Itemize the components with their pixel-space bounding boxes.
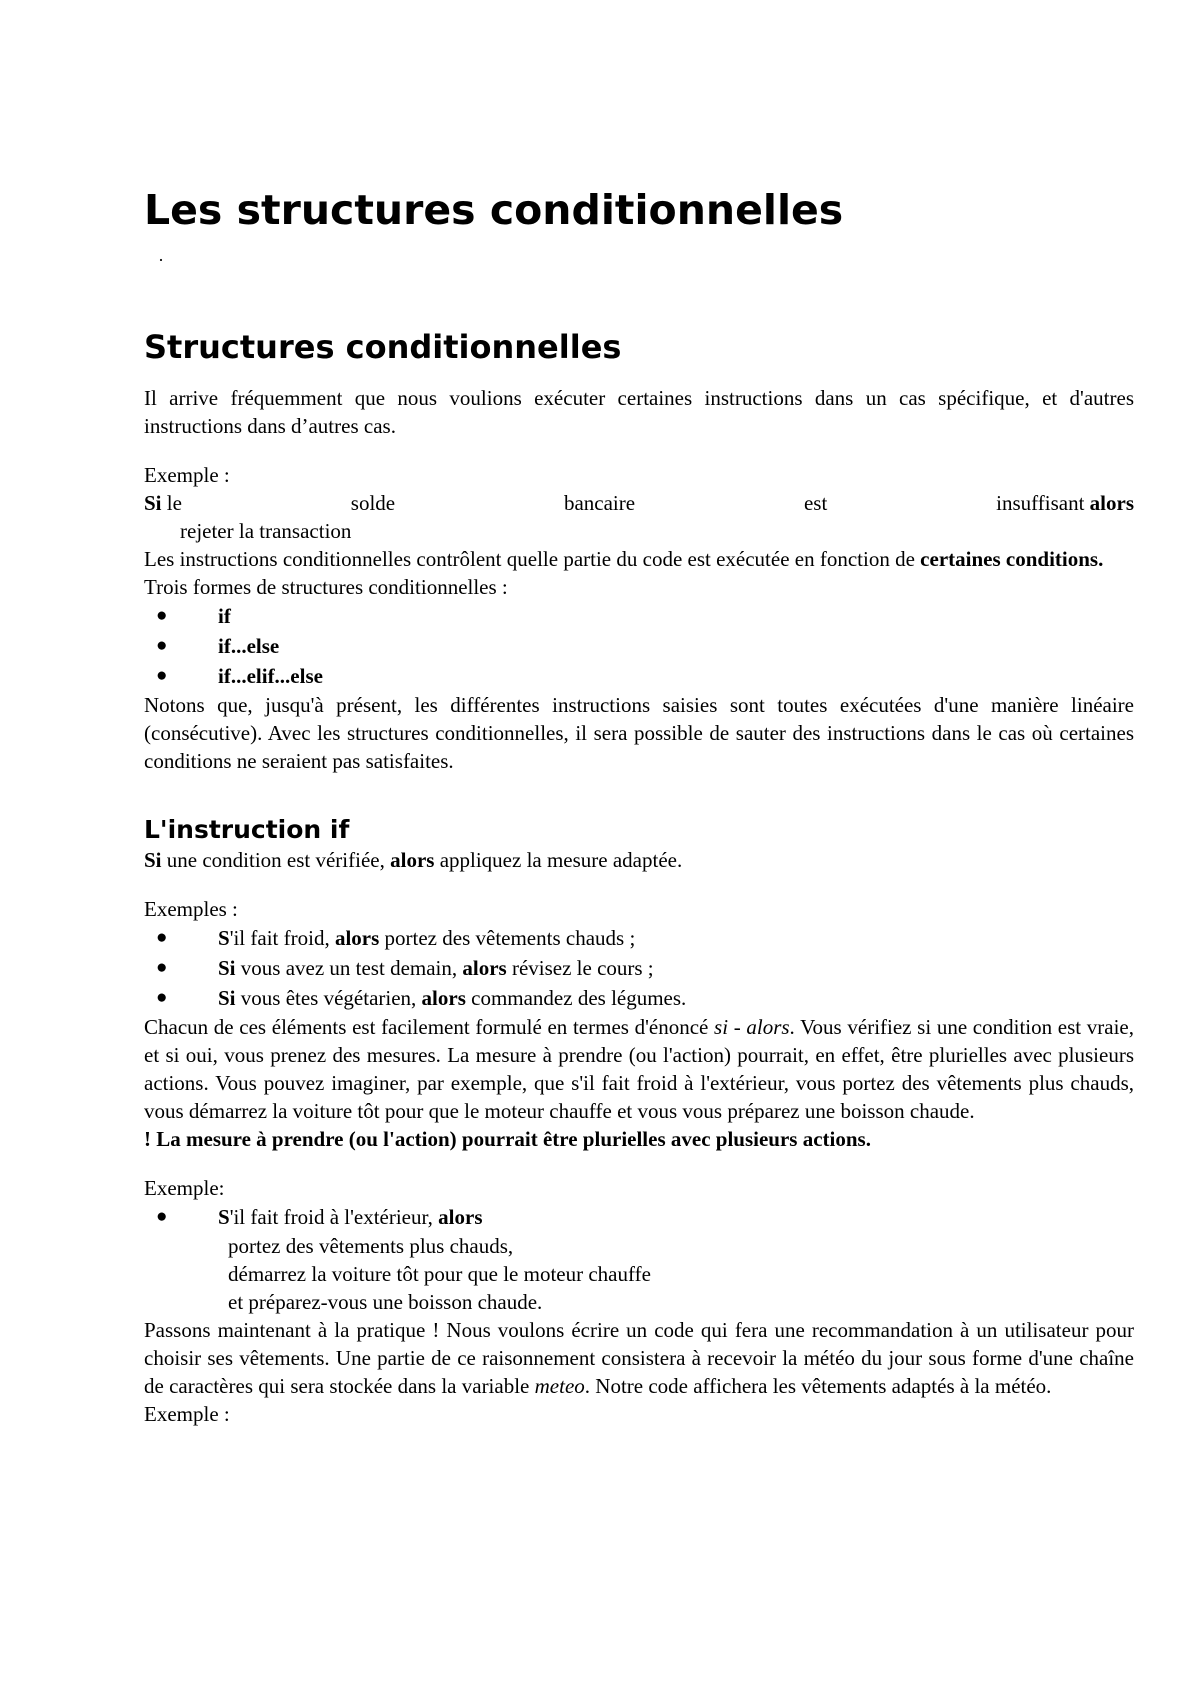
example-end: portez des vêtements chauds ; [384,926,636,950]
explanation-italic: si - alors [714,1015,790,1039]
example-mid: 'il fait froid, [229,926,330,950]
list-item [144,983,1134,1013]
bullet-icon: ● [156,957,168,978]
list-item [144,661,1134,691]
document-title: Les structures conditionnelles [144,186,844,234]
alors-keyword: alors [462,956,507,980]
si-word: est [803,491,828,515]
si-word: solde [350,491,396,515]
example2-label: Exemple: [144,1176,225,1200]
form-name: if [218,604,231,628]
example-lead: S [218,926,230,950]
control-paragraph [144,545,1134,573]
explanation-before: Chacun de ces éléments est facilement formulé en termes d'énoncé [144,1015,709,1039]
si-word: insuffisant [996,491,1085,515]
final-example-label: Exemple : [144,1402,230,1426]
stray-dot: · [158,250,164,270]
if-definition [144,846,1134,874]
si-example-start [144,489,182,517]
if-section-title: L'instruction if [144,815,350,844]
practice-variable: meteo [534,1374,585,1398]
si-example-end [996,489,1134,517]
form-name: if...elif...else [218,664,323,688]
example-label: Exemple : [144,463,230,487]
explanation-after: . Vous vérifiez si une condition est vraie, et si oui, vous prenez des mesures. La mesure à prendre (ou l'action) pourrait, en effet, être plurielles avec plusieurs actions. Vous pouvez imaginer, par exemple, que s'il fait froid à l'extérieur, vous portez des vêtements plus chauds, vous démarrez la voiture tôt pour que le moteur chauffe et vous vous préparez une boisson chaude. [144,1015,1135,1123]
control-text: Les instructions conditionnelles contrôlent quelle partie du code est exécutée en fonction de [144,547,915,571]
intro-paragraph: Il arrive fréquemment que nous voulions exécuter certaines instructions dans un cas spécifique, et d'autres instructions dans d’autres cas. [144,386,1134,438]
example-end: commandez des légumes. [471,986,687,1010]
alors-keyword: alors [390,848,435,872]
example2-action: démarrez la voiture tôt pour que le moteur chauffe [228,1262,651,1286]
si-word: bancaire [563,491,636,515]
list-item [144,1202,1134,1232]
control-bold: certaines conditions. [920,547,1104,571]
if-definition-end: appliquez la mesure adaptée. [439,848,683,872]
linear-note: Notons que, jusqu'à présent, les différentes instructions saisies sont toutes exécutées d'une manière linéaire (consécutive). Avec les structures conditionnelles, il sera possible de sauter des instructions dans le cas où certaines conditions ne seraient pas satisfaites. [144,693,1134,773]
section-title: Structures conditionnelles [144,328,622,366]
si-example-line [144,489,1134,517]
section-body [144,384,1134,775]
example-lead: Si [218,986,236,1010]
practice-before: Passons maintenant à la pratique ! Nous voulons écrire un code qui fera une recommandation à un utilisateur pour choisir ses vêtements. Une partie de ce raisonnement consistera à recevoir la météo du jour sous forme d'une chaîne de caractères qui sera stockée dans la variable [144,1318,1134,1398]
practice-paragraph [144,1316,1134,1400]
if-definition-text: une condition est vérifiée, [166,848,385,872]
alors-keyword: alors [438,1205,483,1229]
practice-after: . Notre code affichera les vêtements adaptés à la météo. [584,1374,1052,1398]
forms-intro: Trois formes de structures conditionnelles : [144,575,508,599]
example-mid: 'il fait froid à l'extérieur, [229,1205,433,1229]
if-section-body [144,846,1134,1428]
list-item [144,923,1134,953]
si-example-action: rejeter la transaction [180,519,352,543]
si-keyword: Si [144,848,162,872]
alors-keyword: alors [421,986,466,1010]
example-end: révisez le cours ; [511,956,654,980]
list-item [144,953,1134,983]
example-mid: vous avez un test demain, [240,956,458,980]
bullet-icon: ● [156,635,168,656]
examples-list [144,923,1134,1013]
example2-list [144,1202,1134,1232]
example-lead: S [218,1205,230,1229]
bullet-icon: ● [156,987,168,1008]
example2-action: portez des vêtements plus chauds, [228,1234,514,1258]
examples-label: Exemples : [144,897,238,921]
bullet-icon: ● [156,927,168,948]
bullet-icon: ● [156,605,168,626]
form-name: if...else [218,634,280,658]
bullet-icon: ● [156,1206,168,1227]
example2-action: et préparez-vous une boisson chaude. [228,1290,543,1314]
alors-keyword: alors [1089,491,1134,515]
si-word: le [166,491,182,515]
list-item [144,631,1134,661]
warning-text: ! La mesure à prendre (ou l'action) pourrait être plurielles avec plusieurs actions. [144,1127,871,1151]
list-item [144,601,1134,631]
bullet-icon: ● [156,665,168,686]
si-keyword: Si [144,491,162,515]
forms-list [144,601,1134,691]
explanation-paragraph [144,1013,1134,1125]
example-mid: vous êtes végétarien, [240,986,417,1010]
example-lead: Si [218,956,236,980]
alors-keyword: alors [334,926,380,950]
